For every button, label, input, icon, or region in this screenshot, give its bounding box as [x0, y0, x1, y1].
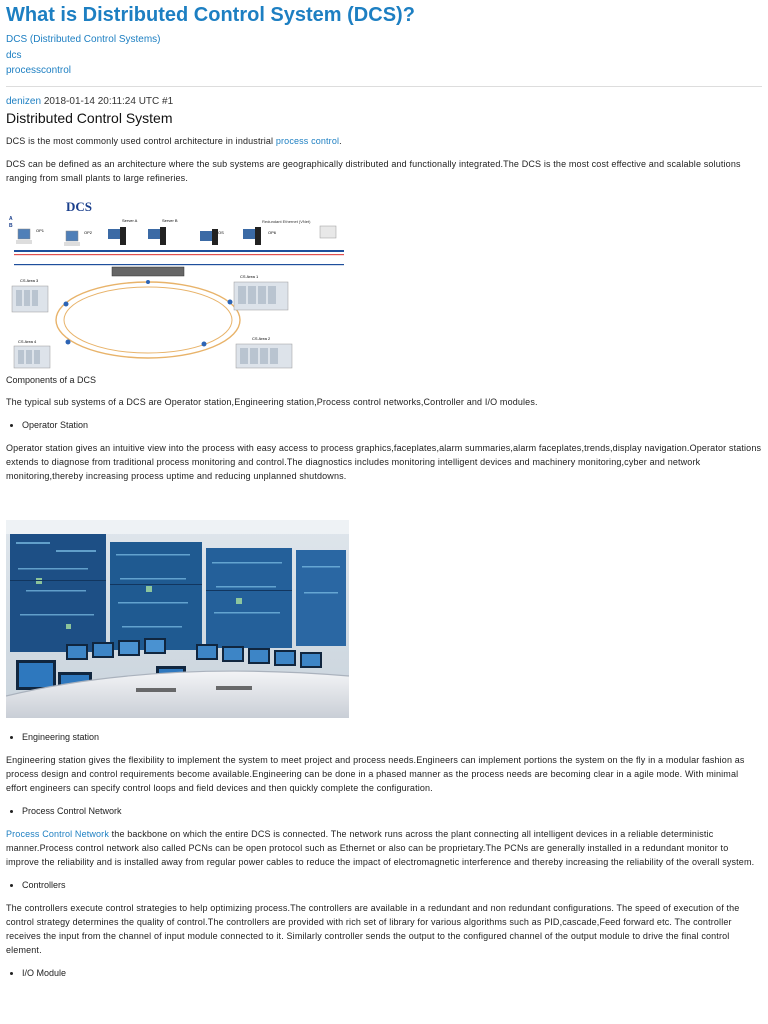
paragraph-engineering: Engineering station gives the flexibility to implement the system to meet project and process needs.Engineers can implement portions the system on the fly in a modular fashion as process design and control requirements become available.Engineering can be done in a phased manner as the process needs are becoming clear in a agile mode. With minimal effort engineers can specify control loops and field devices and then quickly complete the configuration. — [6, 754, 745, 793]
bus-c — [14, 264, 344, 265]
paragraph-intro-end: . — [339, 135, 342, 146]
diagram-network-label: Redundant Ethernet (VNet) — [262, 218, 311, 224]
dcs-diagram-image — [8, 194, 350, 372]
paragraph-intro-text: DCS is the most commonly used control architecture in industrial — [6, 135, 276, 146]
printer — [320, 226, 336, 238]
bullet-engineering-station: • Engineering station — [22, 730, 762, 744]
keyboard — [136, 688, 176, 692]
tag-list — [6, 32, 762, 79]
station-label: Server B — [162, 217, 178, 223]
bullet-list-io — [6, 966, 762, 980]
station-label: OP1 — [36, 227, 45, 233]
station-label: OP6 — [268, 229, 277, 235]
process-control-network-link[interactable]: Process Control Network — [6, 828, 109, 839]
process-control-link[interactable]: process control — [275, 135, 340, 146]
tag-link-processcontrol[interactable]: processcontrol — [6, 65, 72, 76]
control-room-photo — [6, 520, 349, 718]
paragraph-subsystems: The typical sub systems of a DCS are Operator station,Engineering station,Process control networks,Controller and I/O modules. — [6, 396, 538, 407]
paragraph-pcn-text: the backbone on which the entire DCS is connected. The network runs across the plant connecting all intelligent devices in a reliable deterministic manner.Process control network also called PCNs can be open protocol such as Ethernet or also can be proprietary.The PCNs are generally installed in a redundant monitor to improve the reliability and is installed away from regular power cables to reduce the impact of electromagnetic interference and thereby increasing the reliability of the overall system. — [6, 828, 755, 867]
bullet-io-module: • I/O Module — [22, 966, 762, 980]
tag-link-dcs[interactable]: dcs — [6, 49, 22, 61]
paragraph-operator: Operator station gives an intuitive view into the process with easy access to process graphics,faceplates,alarm summaries,alarm faceplates,trends,display navigation.Operator stations extends to diagnose from traditional process monitoring and control.The diagnostics includes monitoring intelligent devices and machinery monitoring,cyber and network monitoring,thereby increasing process uptime and reducing unplanned shutdowns. — [6, 442, 762, 481]
bullet-list-pcn — [6, 804, 762, 818]
diagram-title: DCS — [66, 198, 93, 214]
paragraph-definition: DCS can be defined as an architecture where the sub systems are geographically distributed and functionally integrated.The DCS is the most cost effective and scalable solutions ranging from small plants to large refineries. — [6, 158, 741, 183]
bullet-process-control-network: • Process Control Network — [22, 804, 762, 818]
bus-b — [14, 254, 344, 255]
control-room-image — [6, 520, 349, 718]
post-meta — [6, 96, 762, 108]
bullet-operator-station: • Operator Station — [22, 418, 762, 432]
dcs-diagram — [8, 194, 350, 372]
author-link[interactable]: denizen — [6, 95, 42, 107]
area-label: CS Area 2 — [252, 335, 271, 341]
bullet-list-controllers — [6, 878, 762, 892]
ring-node — [66, 339, 71, 344]
area-label: CS Area 3 — [20, 277, 39, 283]
ring-node — [146, 280, 150, 284]
diagram-caption: Components of a DCS — [6, 374, 97, 385]
post-heading: Distributed Control System — [6, 109, 173, 126]
ring-node — [202, 341, 207, 346]
keyboard — [216, 686, 252, 690]
page-title: What is Distributed Control System (DCS)? — [6, 4, 415, 26]
diagram-vnet-a: A — [9, 215, 13, 222]
post-timestamp: 2018-01-14 20:11:24 UTC #1 — [43, 95, 174, 107]
ring-node — [64, 301, 69, 306]
bullet-controllers: • Controllers — [22, 878, 762, 892]
bullet-list-operator — [6, 418, 762, 432]
spacer — [6, 492, 762, 518]
diagram-vnet-b: B — [9, 222, 13, 229]
divider — [6, 86, 762, 87]
paragraph-intro — [6, 134, 762, 148]
paragraph-pcn — [6, 827, 762, 869]
paragraph-controllers: The controllers execute control strategies to help optimizing process.The controllers are available in a redundant and non redundant configurations. The speed of execution of the control strategy determines the quality of control.The controllers are provided with rich set of library for various algorithms such as PID,cascade,Feed forward etc. The controller receives the input from the channel of input module connected to it. Similarly controller sends the output to the configured channel of the output module to drive the final control element. — [6, 902, 740, 955]
bus-a — [14, 250, 344, 252]
station-label: OS — [218, 229, 224, 235]
bullet-list-engineering — [6, 730, 762, 744]
area-label: CS Area 4 — [18, 338, 37, 344]
area-label: CS Area 1 — [240, 273, 259, 279]
tag-link-dcs-systems[interactable]: DCS (Distributed Control Systems) — [6, 34, 161, 45]
ring-node — [228, 299, 233, 304]
station-label: OP2 — [84, 229, 93, 235]
station-label: Server A — [122, 217, 138, 223]
network-switch — [112, 267, 184, 276]
